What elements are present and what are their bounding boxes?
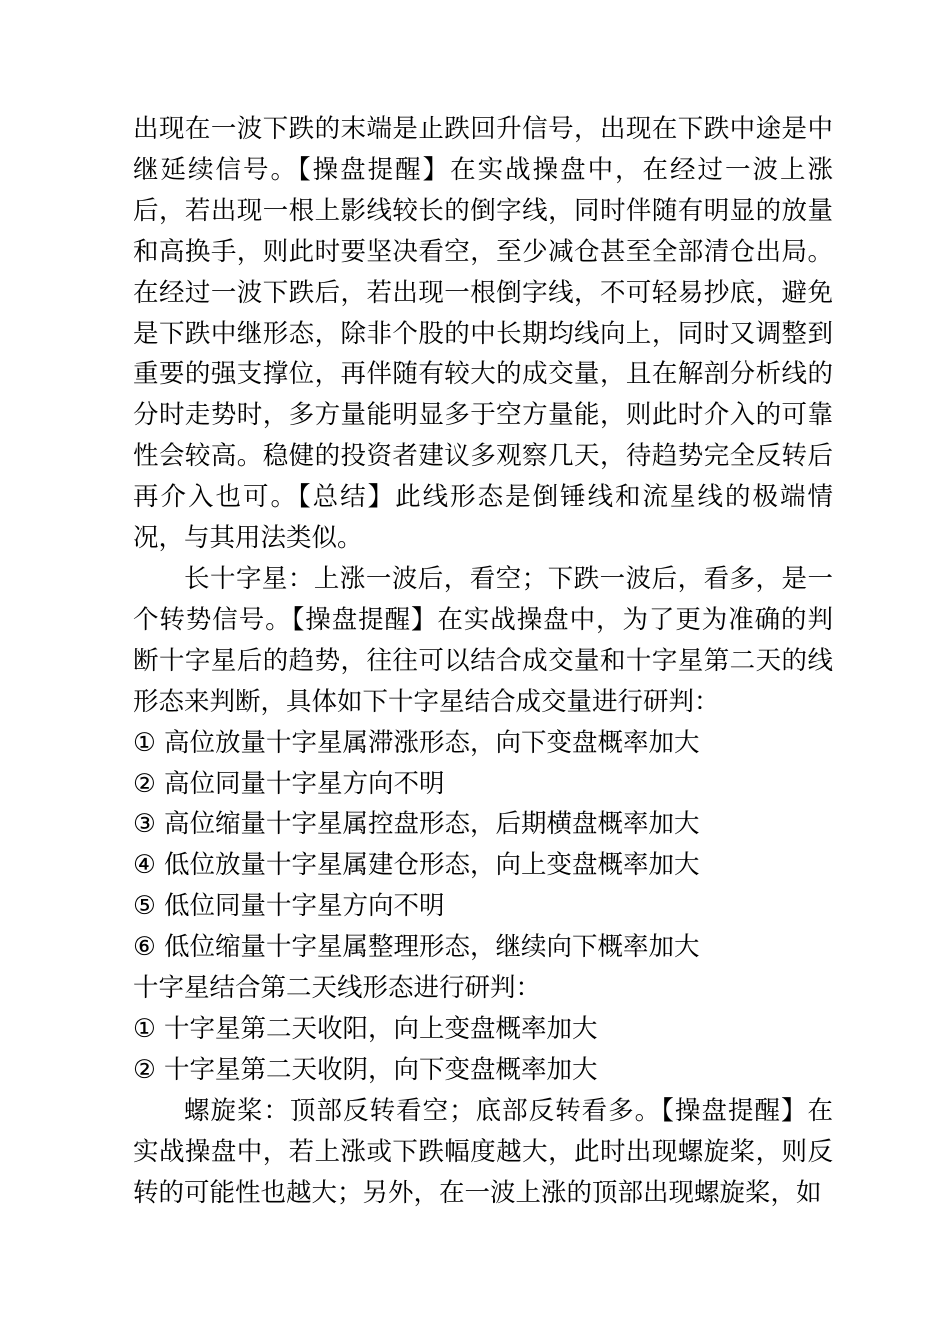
list-item: ④ 低位放量十字星属建仓形态，向上变盘概率加大 xyxy=(133,850,700,881)
list-item: ⑤ 低位同量十字星方向不明 xyxy=(133,891,445,922)
list-item: ⑥ 低位缩量十字星属整理形态，继续向下概率加大 xyxy=(133,932,700,963)
list-item: ① 高位放量十字星属滞涨形态，向下变盘概率加大 xyxy=(133,727,700,758)
second-day-heading: 十字星结合第二天线形态进行研判： xyxy=(133,973,542,1004)
second-day-criteria-list xyxy=(133,1009,833,1091)
document-page xyxy=(133,109,833,1213)
list-item: ③ 高位缩量十字星属控盘形态，后期横盘概率加大 xyxy=(133,809,700,840)
list-item: ② 高位同量十字星方向不明 xyxy=(133,768,445,799)
paragraph-spinning-top: 螺旋桨：顶部反转看空；底部反转看多。【操盘提醒】在实战操盘中，若上涨或下跌幅度越大，此时出现螺旋桨，则反转的可能性也越大；另外，在一波上涨的顶部出现螺旋桨，如 xyxy=(133,1095,833,1208)
list-item: ① 十字星第二天收阳，向上变盘概率加大 xyxy=(133,1013,598,1044)
paragraph-doji-inverted: 出现在一波下跌的末端是止跌回升信号，出现在下跌中途是中继延续信号。【操盘提醒】在实战操盘中，在经过一波上涨后，若出现一根上影线较长的倒字线，同时伴随有明显的放量和高换手，则此时要坚决看空，至少减仓甚至全部清仓出局。在经过一波下跌后，若出现一根倒字线，不可轻易抄底，避免是下跌中继形态，除非个股的中长期均线向上，同时又调整到重要的强支撑位，再伴随有较大的成交量，且在解剖分析线的分时走势时，多方量能明显多于空方量能，则此时介入的可靠性会较高。稳健的投资者建议多观察几天，待趋势完全反转后再介入也可。【总结】此线形态是倒锤线和流星线的极端情况，与其用法类似。 xyxy=(133,114,833,554)
volume-criteria-list xyxy=(133,723,833,968)
paragraph-long-doji: 长十字星：上涨一波后，看空；下跌一波后，看多，是一个转势信号。【操盘提醒】在实战操盘中，为了更为准确的判断十字星后的趋势，往往可以结合成交量和十字星第二天的线形态来判断，具体如下十字星结合成交量进行研判： xyxy=(133,563,833,717)
list-item: ② 十字星第二天收阴，向下变盘概率加大 xyxy=(133,1054,598,1085)
